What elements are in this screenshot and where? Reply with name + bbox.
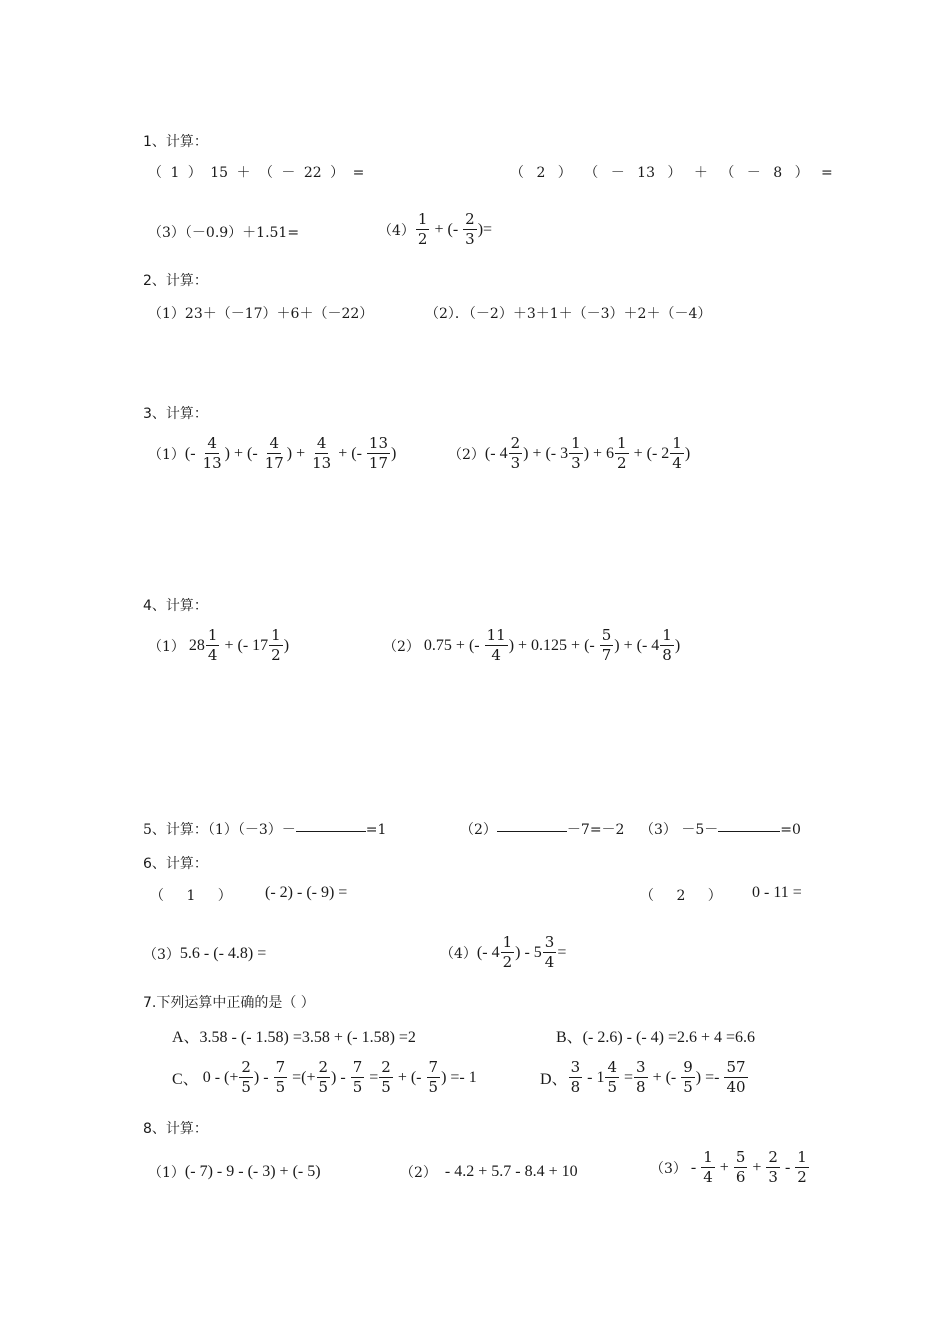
q5-part1 <box>143 819 386 839</box>
q6-heading: 6、计算： <box>143 856 208 872</box>
fraction: $\frac{2}{5}$ <box>381 1058 391 1096</box>
fraction: $\frac{1}{2}$ <box>417 210 428 248</box>
q8-part3-label: （3） <box>650 1160 687 1177</box>
q5-part3 <box>640 819 801 839</box>
fraction: $\frac{57}{40}$ <box>726 1058 746 1096</box>
answer-blank[interactable] <box>718 830 780 832</box>
q6-part2-label: （ 2 ） <box>640 888 722 904</box>
fraction: $\frac{1}{4}$ <box>672 434 682 472</box>
q3-part1: （1） (- $\frac{4}{13}$ ) + (- $\frac{4}{17}$ ) + $\frac{4}{13}$ + (- $\frac{13}{17}$ ) <box>148 434 397 472</box>
q6-part4: （4） (- 4 $\frac{1}{2}$ ) - 5 $\frac{3}{4}$ = <box>440 933 567 971</box>
fraction: $\frac{7}{5}$ <box>352 1058 363 1096</box>
q7-option-c[interactable]: C、 0 - (+ $\frac{2}{5}$ ) - $\frac{7}{5}$ =(+ $\frac{2}{5}$ ) - $\frac{7}{5}$ = $\frac{2}{5}$ + (- $\frac{7}{5}$ ) =- 1 <box>172 1058 477 1096</box>
fraction: $\frac{1}{2}$ <box>271 626 281 664</box>
q1-part4-label: （4） <box>378 222 415 239</box>
q7-heading: 7.下列运算中正确的是（ ） <box>143 995 315 1011</box>
q6-part1-expr: (- 2) - (- 9) = <box>265 884 348 901</box>
fraction: $\frac{4}{17}$ <box>264 434 284 472</box>
fraction: $\frac{2}{3}$ <box>510 434 521 472</box>
fraction: $\frac{7}{5}$ <box>428 1058 439 1096</box>
fraction: $\frac{3}{8}$ <box>570 1058 581 1096</box>
q5-part1-text: 5、计算：（1）（－3）－ <box>143 822 296 838</box>
fraction: $\frac{11}{4}$ <box>486 626 506 664</box>
q8-part3: （3） - $\frac{1}{4}$ + $\frac{5}{6}$ + $\frac{2}{3}$ - $\frac{1}{2}$ <box>650 1148 807 1186</box>
q4-part2: （2） 0.75 + (- $\frac{11}{4}$ ) + 0.125 + (- $\frac{5}{7}$ ) + (- 4 $\frac{1}{8}$ ) <box>383 626 681 664</box>
q1-part3: （3）（－0.9）＋1.51= <box>148 225 300 241</box>
fraction: $\frac{1}{4}$ <box>703 1148 713 1186</box>
q7-option-c-label: C、 <box>172 1071 199 1088</box>
q1-part1: （ 1 ） 15 ＋ （ － 22 ） = <box>148 165 365 181</box>
fraction: $\frac{4}{13}$ <box>312 434 332 472</box>
fraction: $\frac{1}{8}$ <box>662 626 672 664</box>
q2-part2: （2）．（－2）＋3＋1＋（－3）＋2＋（－4） <box>425 306 712 322</box>
q4-part1: （1） 28 $\frac{1}{4}$ + (- 17 $\frac{1}{2}$ ) <box>148 626 290 664</box>
q5-part1-end: =1 <box>365 822 387 838</box>
answer-blank[interactable] <box>497 830 567 832</box>
q6-part3-expr: 5.6 - (- 4.8) = <box>179 945 267 962</box>
q6-part2-expr: 0 - 11 = <box>752 884 802 901</box>
q8-part1-label: （1） <box>148 1165 185 1181</box>
q8-part2 <box>400 1162 578 1182</box>
q1-part2: （ 2 ） （ － 13 ） ＋ （ － 8 ） = <box>510 165 833 181</box>
q6-part4-label: （4） <box>440 945 477 962</box>
fraction: $\frac{5}{7}$ <box>601 626 612 664</box>
fraction: $\frac{13}{17}$ <box>368 434 389 472</box>
fraction: $\frac{4}{5}$ <box>607 1058 617 1096</box>
q8-part2-label: （2） <box>400 1165 437 1181</box>
q5-part3-end: =0 <box>780 822 801 838</box>
q4-part1-label: （1） <box>148 638 185 655</box>
q1-heading: 1、计算： <box>143 134 208 150</box>
q1-part4: （4） $\frac{1}{2}$ + (- $\frac{2}{3}$ )= <box>378 210 493 248</box>
q6-part3-label: （3） <box>143 947 180 963</box>
fraction: $\frac{1}{2}$ <box>617 434 627 472</box>
q7-option-d[interactable]: D、 $\frac{3}{8}$ - 1 $\frac{4}{5}$ = $\frac{3}{8}$ + (- $\frac{9}{5}$ ) =- $\frac{57}{40}$ <box>540 1058 746 1096</box>
q4-part2-label: （2） <box>383 638 420 655</box>
q5-part2-label: （2） <box>460 822 497 838</box>
q5-part2-end: －7=－2 <box>566 822 625 838</box>
q5-part3-label: （3） －5－ <box>640 822 719 838</box>
q7-option-b[interactable]: B、(- 2.6) - (- 4) =2.6 + 4 =6.6 <box>556 1029 756 1046</box>
fraction: $\frac{2}{3}$ <box>768 1148 778 1186</box>
fraction: $\frac{4}{13}$ <box>202 434 222 472</box>
q8-heading: 8、计算： <box>143 1121 208 1137</box>
q7-option-d-label: D、 <box>540 1071 568 1088</box>
q8-part2-expr: - 4.2 + 5.7 - 8.4 + 10 <box>444 1163 578 1180</box>
answer-blank[interactable] <box>296 830 366 832</box>
fraction: $\frac{5}{6}$ <box>735 1148 746 1186</box>
fraction: $\frac{1}{2}$ <box>797 1148 807 1186</box>
q5-part2 <box>460 819 624 839</box>
q6-part3 <box>143 944 266 964</box>
q3-part2-label: （2） <box>448 446 485 463</box>
fraction: $\frac{1}{2}$ <box>502 933 513 971</box>
q3-part1-label: （1） <box>148 446 185 463</box>
q6-part1-label: （ 1 ） <box>150 888 232 904</box>
fraction: $\frac{7}{5}$ <box>275 1058 286 1096</box>
fraction: $\frac{2}{5}$ <box>241 1058 251 1096</box>
fraction: $\frac{2}{5}$ <box>318 1058 329 1096</box>
fraction: $\frac{3}{4}$ <box>544 933 555 971</box>
q2-heading: 2、计算： <box>143 273 208 289</box>
q3-part2: （2） (- 4 $\frac{2}{3}$ ) + (- 3 $\frac{1}{3}$ ) + 6 $\frac{1}{2}$ + (- 2 $\frac{1}{4}$ ) <box>448 434 691 472</box>
q3-heading: 3、计算： <box>143 406 208 422</box>
fraction: $\frac{1}{3}$ <box>571 434 581 472</box>
q7-option-a[interactable]: A、3.58 - (- 1.58) =3.58 + (- 1.58) =2 <box>172 1029 416 1046</box>
fraction: $\frac{9}{5}$ <box>683 1058 693 1096</box>
fraction: $\frac{1}{4}$ <box>207 626 218 664</box>
q2-part1: （1）23＋（－17）＋6＋（－22） <box>148 306 374 322</box>
fraction: $\frac{2}{3}$ <box>465 210 475 248</box>
q4-heading: 4、计算： <box>143 598 208 614</box>
q8-part1 <box>148 1162 321 1182</box>
fraction: $\frac{3}{8}$ <box>636 1058 646 1096</box>
q8-part1-expr: (- 7) - 9 - (- 3) + (- 5) <box>184 1163 321 1180</box>
